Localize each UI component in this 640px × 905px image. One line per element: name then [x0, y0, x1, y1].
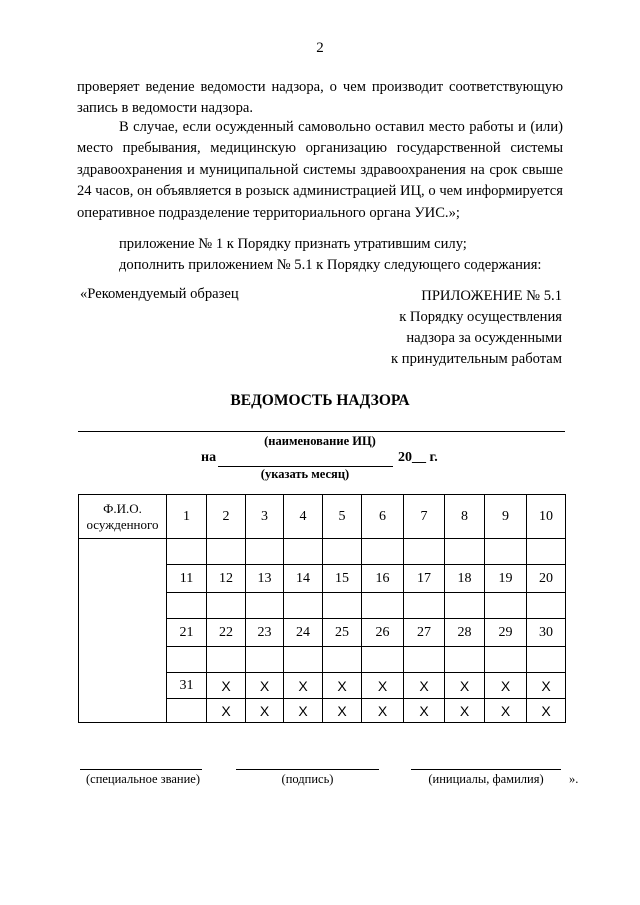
day-cell: 12 [207, 565, 246, 593]
blank-cell [284, 593, 323, 619]
cross-cell: Х [485, 673, 527, 699]
blank-cell [167, 539, 207, 565]
blank-cell [323, 593, 362, 619]
blank-cell [485, 647, 527, 673]
day-cell: 26 [362, 619, 404, 647]
signature-line [236, 769, 379, 770]
blank-cell [445, 593, 485, 619]
blank-cell [362, 593, 404, 619]
cross-cell: Х [323, 673, 362, 699]
paragraph-appendix-void: приложение № 1 к Порядку признать утратившим силу; [119, 236, 467, 252]
appendix-line-2: к Порядку осуществления [399, 309, 562, 325]
day-cell: 7 [404, 495, 445, 539]
day-cell: 22 [207, 619, 246, 647]
blank-cell [362, 539, 404, 565]
rank-caption: (специальное звание) [85, 772, 200, 786]
cross-cell: Х [485, 699, 527, 723]
month-caption: (указать месяц) [260, 467, 350, 481]
cross-cell: Х [527, 673, 566, 699]
cross-cell: Х [207, 673, 246, 699]
cross-cell: Х [207, 699, 246, 723]
day-cell: 8 [445, 495, 485, 539]
day-cell: 23 [246, 619, 284, 647]
day-cell: 13 [246, 565, 284, 593]
day-cell: 31 [167, 673, 207, 699]
day-cell: 6 [362, 495, 404, 539]
cross-cell: Х [284, 699, 323, 723]
day-cell: 11 [167, 565, 207, 593]
blank-cell [167, 593, 207, 619]
name-column-header: Ф.И.О. осужденного [79, 495, 167, 539]
name-line [411, 769, 561, 770]
day-cell: 24 [284, 619, 323, 647]
blank-cell [527, 539, 566, 565]
day-cell: 25 [323, 619, 362, 647]
supervision-table [78, 494, 566, 723]
year-label: 20__ г. [398, 450, 438, 465]
cross-cell: Х [246, 673, 284, 699]
blank-cell [485, 593, 527, 619]
day-cell: 18 [445, 565, 485, 593]
cross-cell: Х [404, 673, 445, 699]
blank-cell [207, 647, 246, 673]
blank-cell [527, 647, 566, 673]
blank-cell [485, 539, 527, 565]
ic-name-caption: (наименование ИЦ) [264, 434, 376, 448]
appendix-line-3: надзора за осужденными [406, 330, 562, 346]
cross-cell: Х [445, 699, 485, 723]
blank-cell [207, 539, 246, 565]
day-cell: 3 [246, 495, 284, 539]
day-cell: 19 [485, 565, 527, 593]
paragraph-continuation: проверяет ведение ведомости надзора, о чем производит соответствующую запись в ведомости надзора. [77, 79, 563, 117]
cross-cell: Х [362, 699, 404, 723]
page-number: 2 [316, 40, 324, 56]
day-cell: 20 [527, 565, 566, 593]
blank-cell [284, 647, 323, 673]
blank-cell [323, 647, 362, 673]
day-cell: 30 [527, 619, 566, 647]
blank-cell [246, 647, 284, 673]
day-cell: 14 [284, 565, 323, 593]
blank-cell [246, 593, 284, 619]
cross-cell: Х [362, 673, 404, 699]
cross-cell: Х [404, 699, 445, 723]
blank-cell [323, 539, 362, 565]
blank-cell [404, 593, 445, 619]
cross-cell: Х [284, 673, 323, 699]
blank-cell [167, 647, 207, 673]
blank-cell [527, 593, 566, 619]
blank-cell [445, 539, 485, 565]
blank-cell [284, 539, 323, 565]
cross-cell: Х [323, 699, 362, 723]
blank-cell [207, 593, 246, 619]
cross-cell: Х [445, 673, 485, 699]
table-row-days-1 [79, 495, 566, 539]
name-caption: (инициалы, фамилия) [428, 772, 544, 786]
day-cell: 15 [323, 565, 362, 593]
signature-caption: (подпись) [281, 772, 334, 786]
day-cell: 5 [323, 495, 362, 539]
blank-cell [246, 539, 284, 565]
day-cell: 16 [362, 565, 404, 593]
name-column-blank [79, 539, 167, 723]
blank-cell [404, 647, 445, 673]
paragraph-escape-case: В случае, если осужденный самовольно оставил место работы и (или) место пребывания, медицинскую организацию государственной системы здравоохранения и муниципальной системы здравоохранения на срок свыше 24 часов, он объявляется в розыск администрацией ИЦ, о чем информируется оперативное подразделение территориального органа УИС.»; [77, 119, 563, 221]
document-title: ВЕДОМОСТЬ НАДЗОРА [230, 392, 410, 409]
day-cell: 2 [207, 495, 246, 539]
paragraph-appendix-add: дополнить приложением № 5.1 к Порядку следующего содержания: [119, 257, 542, 273]
table-row-blank-1 [79, 539, 566, 565]
na-label: на [201, 450, 217, 465]
blank-cell [445, 647, 485, 673]
cross-cell: Х [246, 699, 284, 723]
cross-cell: Х [527, 699, 566, 723]
day-cell: 28 [445, 619, 485, 647]
blank-cell [404, 539, 445, 565]
day-cell: 4 [284, 495, 323, 539]
blank-cell [167, 699, 207, 723]
appendix-block [360, 286, 562, 370]
appendix-line-4: к принудительным работам [391, 351, 562, 367]
sample-label: «Рекомендуемый образец [80, 286, 239, 302]
day-cell: 21 [167, 619, 207, 647]
day-cell: 1 [167, 495, 207, 539]
day-cell: 29 [485, 619, 527, 647]
day-cell: 10 [527, 495, 566, 539]
blank-cell [362, 647, 404, 673]
rank-line [80, 769, 202, 770]
day-cell: 17 [404, 565, 445, 593]
appendix-line-1: ПРИЛОЖЕНИЕ № 5.1 [421, 288, 562, 304]
day-cell: 27 [404, 619, 445, 647]
day-cell: 9 [485, 495, 527, 539]
closing-quote: ». [569, 772, 579, 786]
ic-name-line [78, 431, 565, 432]
